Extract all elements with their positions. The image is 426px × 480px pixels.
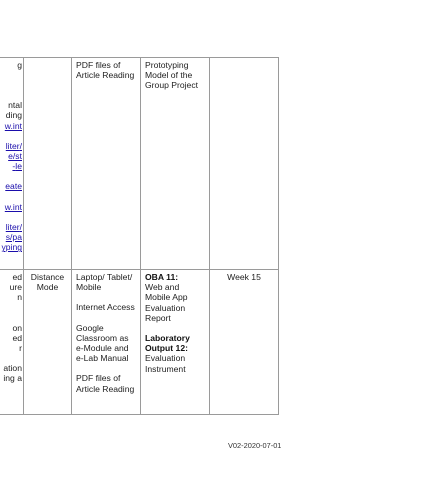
- reference-link-fragment[interactable]: le-: [12, 161, 22, 172]
- cell-fragment: ing a: [3, 373, 22, 384]
- cell-fragment: ding: [5, 110, 22, 121]
- reference-link-fragment[interactable]: w.int: [4, 201, 22, 212]
- cell-fragment: ntal: [8, 100, 22, 111]
- reference-link-fragment[interactable]: w.int: [4, 120, 22, 131]
- reference-link-fragment[interactable]: eate: [5, 181, 22, 192]
- cell-fragment: ure: [9, 282, 22, 293]
- cell-resources: [72, 270, 141, 415]
- cell-assessment: [141, 58, 210, 270]
- cell-fragment: r: [19, 343, 22, 354]
- cell-teaching-activities: [0, 58, 24, 270]
- resource-item: PDF files of Article Reading: [76, 60, 135, 81]
- lab-output-title: Laboratory Output 12:: [145, 333, 190, 354]
- resource-item: Laptop/ Tablet/ Mobile: [76, 272, 133, 293]
- cell-assessment: [141, 270, 210, 415]
- cell-fragment: ation: [3, 363, 22, 374]
- table-row: [0, 58, 279, 270]
- version-footer: V02-2020-07-01: [228, 441, 282, 450]
- cell-resources: [72, 58, 141, 270]
- resource-item: PDF files of Article Reading: [76, 373, 135, 394]
- syllabus-table: [0, 57, 279, 415]
- cell-fragment: ed: [12, 272, 22, 282]
- resource-item: Internet Access: [76, 302, 135, 313]
- resource-item: Google Classroom as e-Module and e-Lab Manual: [76, 322, 129, 364]
- cell-week: [210, 58, 279, 270]
- reference-link-fragment[interactable]: e/st: [8, 151, 22, 162]
- cell-teaching-activities: [0, 270, 24, 415]
- cell-fragment: on: [12, 322, 22, 333]
- reference-link-fragment[interactable]: s/pa: [5, 232, 22, 243]
- cell-week: Week 15: [210, 270, 279, 415]
- lab-output-text: Evaluation Instrument: [145, 353, 186, 374]
- cell-fragment: ed: [12, 332, 22, 343]
- cell-fragment: n: [17, 292, 22, 303]
- reference-link-fragment[interactable]: yping: [1, 242, 22, 253]
- reference-link-fragment[interactable]: /liter: [5, 221, 22, 232]
- oba-text: Web and Mobile App Evaluation Report: [145, 282, 188, 323]
- cell-mode: [24, 58, 72, 270]
- cell-fragment: g: [17, 60, 22, 70]
- reference-link-fragment[interactable]: /liter: [5, 140, 22, 151]
- assessment-item: Prototyping Model of the Group Project: [145, 60, 199, 91]
- table-row: [0, 270, 279, 415]
- oba-title: OBA 11:: [145, 272, 179, 282]
- cell-mode: Distance Mode: [24, 270, 72, 415]
